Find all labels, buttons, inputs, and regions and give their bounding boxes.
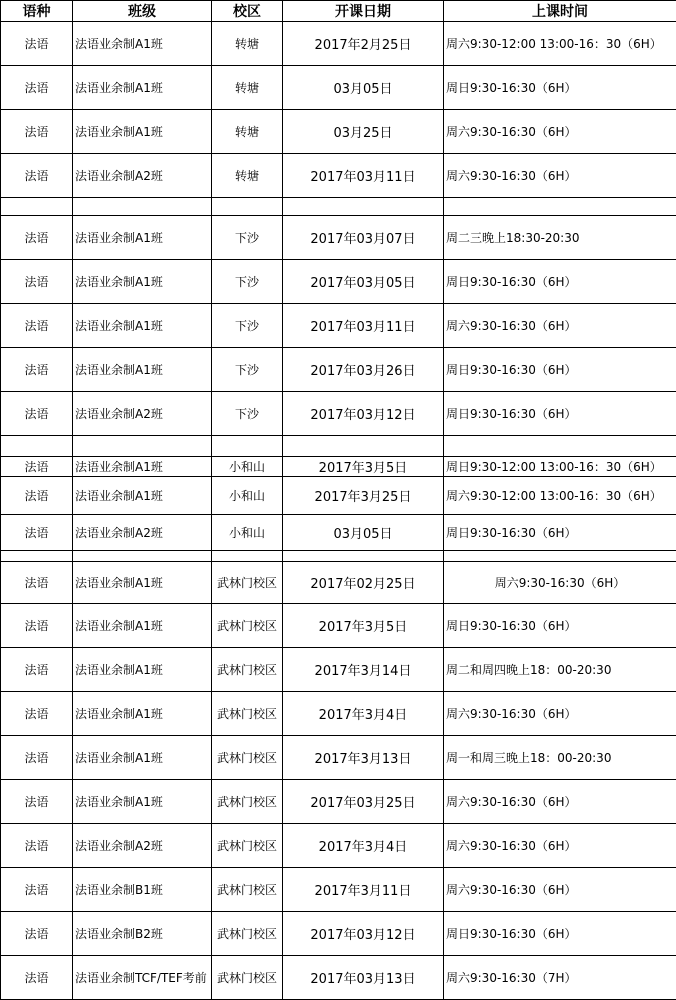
cell-language: 法语: [1, 956, 73, 1000]
header-start-date: 开课日期: [283, 1, 444, 22]
cell-time: 周六9:30-16:30（6H）: [444, 780, 676, 824]
table-row: [1, 868, 676, 912]
cell-language: 法语: [1, 154, 73, 198]
cell-class: 法语业余制B1班: [73, 868, 212, 912]
cell-time: 周日9:30-16:30（6H）: [444, 912, 676, 956]
cell-campus: 小和山: [212, 457, 283, 477]
cell-time: 周六9:30-16:30（6H）: [444, 110, 676, 154]
cell-campus: 转塘: [212, 22, 283, 66]
cell-date: 2017年03月05日: [283, 260, 444, 304]
cell-time: 周日9:30-16:30（6H）: [444, 260, 676, 304]
cell-class: 法语业余制A2班: [73, 515, 212, 551]
cell-time: 周六9:30-12:00 13:00-16：30（6H）: [444, 22, 676, 66]
cell-campus: 小和山: [212, 477, 283, 515]
cell-campus: 武林门校区: [212, 648, 283, 692]
header-language: 语种: [1, 1, 73, 22]
table-row: [1, 260, 676, 304]
cell-date: 03月25日: [283, 110, 444, 154]
table-row: [1, 22, 676, 66]
table-row: [1, 562, 676, 604]
cell-language: 法语: [1, 736, 73, 780]
cell-date: 2017年3月4日: [283, 824, 444, 868]
cell-campus: 下沙: [212, 260, 283, 304]
cell-campus: 武林门校区: [212, 692, 283, 736]
cell-date: 2017年3月4日: [283, 692, 444, 736]
cell-language: 法语: [1, 648, 73, 692]
cell-class: 法语业余制TCF/TEF考前: [73, 956, 212, 1000]
cell-campus: 武林门校区: [212, 780, 283, 824]
cell-class: 法语业余制A1班: [73, 692, 212, 736]
cell-time: 周二和周四晚上18：00-20:30: [444, 648, 676, 692]
cell-campus: 下沙: [212, 216, 283, 260]
cell-campus: 武林门校区: [212, 736, 283, 780]
cell-language: 法语: [1, 868, 73, 912]
cell-language: 法语: [1, 477, 73, 515]
cell-campus: 武林门校区: [212, 562, 283, 604]
cell-campus: 小和山: [212, 515, 283, 551]
cell-date: 2017年03月25日: [283, 780, 444, 824]
cell-class: 法语业余制A1班: [73, 304, 212, 348]
cell-time: 周六9:30-16:30（7H）: [444, 956, 676, 1000]
cell-date: 2017年3月11日: [283, 868, 444, 912]
table-row: [1, 956, 676, 1000]
table-row: [1, 457, 676, 477]
cell-time: 周二三晚上18:30-20:30: [444, 216, 676, 260]
table-row: [1, 736, 676, 780]
table-row: [1, 515, 676, 551]
cell-class: 法语业余制A1班: [73, 457, 212, 477]
cell-campus: 转塘: [212, 66, 283, 110]
table-row: [1, 154, 676, 198]
table-row: [1, 110, 676, 154]
table-row: [1, 648, 676, 692]
table-row: [1, 780, 676, 824]
cell-time: 周六9:30-16:30（6H）: [444, 692, 676, 736]
table-row: [1, 216, 676, 260]
cell-language: 法语: [1, 260, 73, 304]
header-class-time: 上课时间: [444, 1, 676, 22]
cell-date: 2017年3月5日: [283, 604, 444, 648]
cell-time: 周六9:30-16:30（6H）: [444, 154, 676, 198]
cell-date: 2017年3月5日: [283, 457, 444, 477]
table-row: [1, 304, 676, 348]
cell-language: 法语: [1, 457, 73, 477]
cell-date: 2017年03月26日: [283, 348, 444, 392]
cell-time: 周六9:30-16:30（6H）: [444, 304, 676, 348]
table-row: [1, 824, 676, 868]
spacer-row: [1, 198, 676, 216]
cell-language: 法语: [1, 824, 73, 868]
cell-language: 法语: [1, 392, 73, 436]
cell-class: 法语业余制A2班: [73, 824, 212, 868]
cell-class: 法语业余制A1班: [73, 22, 212, 66]
cell-date: 2017年3月25日: [283, 477, 444, 515]
cell-class: 法语业余制B2班: [73, 912, 212, 956]
header-campus: 校区: [212, 1, 283, 22]
cell-date: 2017年03月07日: [283, 216, 444, 260]
cell-class: 法语业余制A1班: [73, 348, 212, 392]
cell-campus: 武林门校区: [212, 824, 283, 868]
cell-class: 法语业余制A1班: [73, 260, 212, 304]
cell-time: 周日9:30-16:30（6H）: [444, 348, 676, 392]
cell-language: 法语: [1, 66, 73, 110]
cell-date: 2017年03月11日: [283, 304, 444, 348]
table-row: [1, 912, 676, 956]
cell-language: 法语: [1, 304, 73, 348]
cell-language: 法语: [1, 912, 73, 956]
cell-time: 周日9:30-16:30（6H）: [444, 604, 676, 648]
cell-class: 法语业余制A1班: [73, 216, 212, 260]
cell-date: 2017年03月12日: [283, 912, 444, 956]
cell-campus: 下沙: [212, 348, 283, 392]
cell-date: 03月05日: [283, 515, 444, 551]
cell-language: 法语: [1, 562, 73, 604]
cell-language: 法语: [1, 692, 73, 736]
header-class: 班级: [73, 1, 212, 22]
table-row: [1, 477, 676, 515]
cell-language: 法语: [1, 110, 73, 154]
cell-class: 法语业余制A1班: [73, 66, 212, 110]
cell-class: 法语业余制A1班: [73, 604, 212, 648]
cell-campus: 下沙: [212, 304, 283, 348]
cell-time: 周日9:30-16:30（6H）: [444, 392, 676, 436]
table-row: [1, 604, 676, 648]
cell-language: 法语: [1, 348, 73, 392]
cell-campus: 武林门校区: [212, 912, 283, 956]
cell-campus: 武林门校区: [212, 604, 283, 648]
cell-class: 法语业余制A1班: [73, 110, 212, 154]
cell-date: 2017年03月11日: [283, 154, 444, 198]
header-row: [1, 1, 676, 22]
cell-campus: 武林门校区: [212, 868, 283, 912]
cell-class: 法语业余制A1班: [73, 477, 212, 515]
cell-time: 周日9:30-16:30（6H）: [444, 66, 676, 110]
cell-class: 法语业余制A2班: [73, 154, 212, 198]
cell-date: 2017年03月12日: [283, 392, 444, 436]
cell-class: 法语业余制A2班: [73, 392, 212, 436]
cell-time: 周六9:30-16:30（6H）: [444, 868, 676, 912]
spacer-row: [1, 436, 676, 457]
cell-campus: 下沙: [212, 392, 283, 436]
cell-class: 法语业余制A1班: [73, 780, 212, 824]
table-row: [1, 348, 676, 392]
cell-language: 法语: [1, 22, 73, 66]
cell-language: 法语: [1, 515, 73, 551]
cell-date: 03月05日: [283, 66, 444, 110]
cell-campus: 转塘: [212, 110, 283, 154]
table-row: [1, 392, 676, 436]
cell-class: 法语业余制A1班: [73, 736, 212, 780]
cell-date: 2017年02月25日: [283, 562, 444, 604]
cell-language: 法语: [1, 780, 73, 824]
cell-class: 法语业余制A1班: [73, 562, 212, 604]
cell-language: 法语: [1, 604, 73, 648]
cell-date: 2017年2月25日: [283, 22, 444, 66]
cell-campus: 武林门校区: [212, 956, 283, 1000]
cell-campus: 转塘: [212, 154, 283, 198]
cell-date: 2017年3月13日: [283, 736, 444, 780]
cell-time: 周六9:30-12:00 13:00-16：30（6H）: [444, 477, 676, 515]
cell-date: 2017年03月13日: [283, 956, 444, 1000]
table-row: [1, 66, 676, 110]
cell-language: 法语: [1, 216, 73, 260]
cell-time: 周六9:30-16:30（6H）: [444, 562, 676, 604]
table-row: [1, 692, 676, 736]
spacer-row: [1, 551, 676, 562]
cell-time: 周六9:30-16:30（6H）: [444, 824, 676, 868]
cell-time: 周一和周三晚上18：00-20:30: [444, 736, 676, 780]
cell-time: 周日9:30-16:30（6H）: [444, 515, 676, 551]
cell-class: 法语业余制A1班: [73, 648, 212, 692]
cell-date: 2017年3月14日: [283, 648, 444, 692]
cell-time: 周日9:30-12:00 13:00-16：30（6H）: [444, 457, 676, 477]
